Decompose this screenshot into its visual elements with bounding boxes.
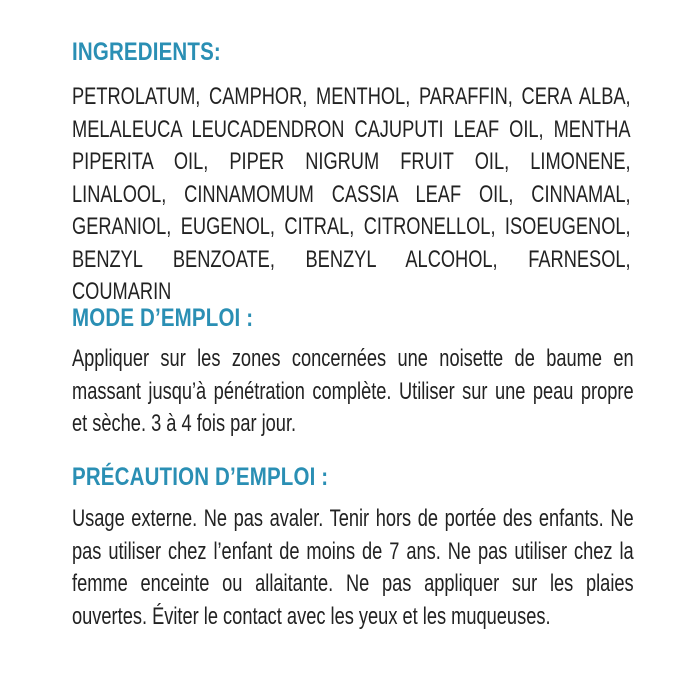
mode-emploi-text: Appliquer sur les zones concernées une noisette de baume en massant jusqu’à pénétration complète. Utiliser sur une peau propre et sèche. 3 à 4 fois par jour. [72,345,634,437]
precaution-heading: PRÉCAUTION D’EMPLOI : [72,463,329,491]
ingredients-heading: INGREDIENTS: [72,38,221,66]
ingredients-section [72,38,634,309]
precaution-section [72,463,634,633]
precaution-text: Usage externe. Ne pas avaler. Tenir hors de portée des enfants. Ne pas utiliser chez l’enfant de moins de 7 ans. Ne pas utiliser chez la femme enceinte ou allaitante. Ne pas appliquer sur les plaies ouvertes. Éviter le contact avec les yeux et les muqueuses. [72,505,634,630]
mode-emploi-section [72,304,634,441]
mode-emploi-heading: MODE D’EMPLOI : [72,304,254,332]
ingredients-list: PETROLATUM, CAMPHOR, MENTHOL, PARAFFIN, CERA ALBA, MELALEUCA LEUCADENDRON CAJUPUTI LEAF OIL, MENTHA PIPERITA OIL, PIPER NIGRUM FRUIT OIL, LIMONENE, LINALOOL, CINNAMOMUM CASSIA LEAF OIL, CINNAMAL, GERANIOL, EUGENOL, CITRAL, CITRONELLOL, ISOEUGENOL, BENZYL BENZOATE, BENZYL ALCOHOL, FARNESOL, COUMARIN [72,83,631,305]
